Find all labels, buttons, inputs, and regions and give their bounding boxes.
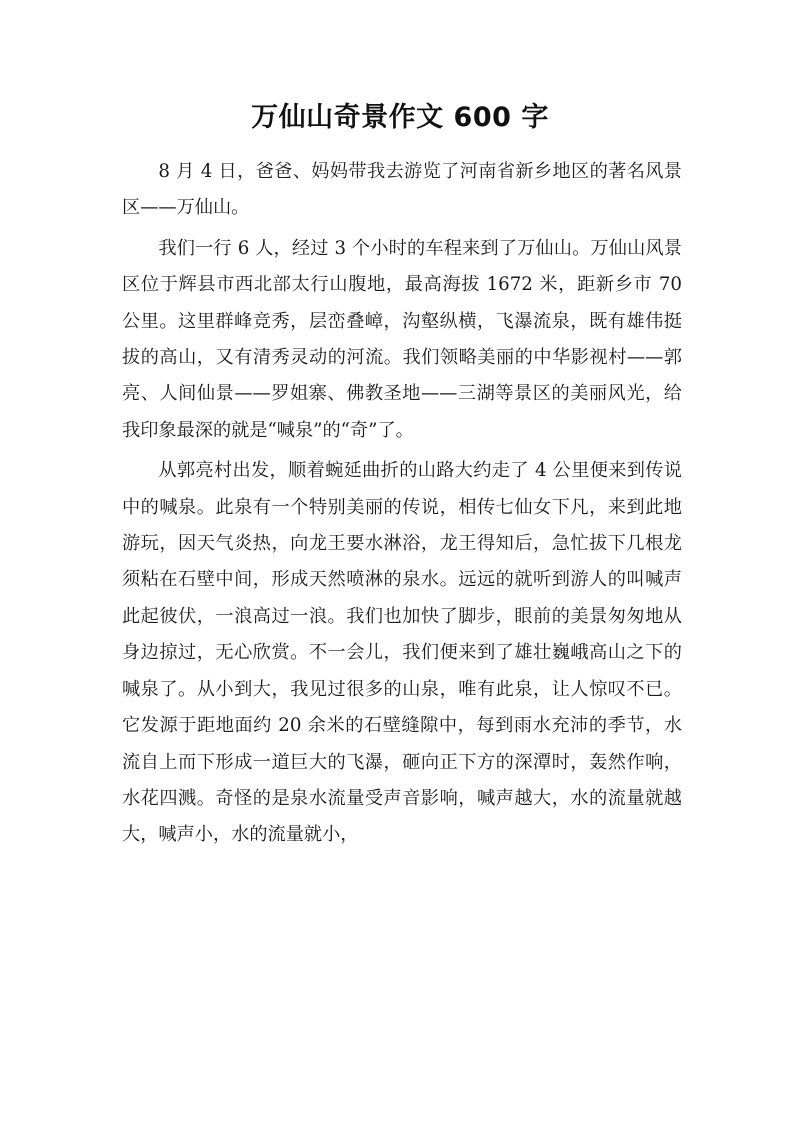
paragraph-2: 我们一行 6 人，经过 3 个小时的车程来到了万仙山。万仙山风景区位于辉县市西北部太行山腹地，最高海拔 1672 米，距新乡市 70 公里。这里群峰竞秀，层峦叠嶂，沟壑纵横，飞瀑流泉，既有雄伟挺拔的高山，又有清秀灵动的河流。我们领略美丽的中华影视村——郭亮、人间仙景——罗姐寨、佛教圣地——三湖等景区的美丽风光，给我印象最深的就是“喊泉”的“奇”了。: [122, 237, 682, 441]
document-title: 万仙山奇景作文 600 字: [251, 102, 549, 133]
document-body: [122, 154, 682, 858]
paragraph-1: 8 月 4 日，爸爸、妈妈带我去游览了河南省新乡地区的著名风景区——万仙山。: [122, 161, 682, 219]
paragraph-3: 从郭亮村出发，顺着蜿延曲折的山路大约走了 4 公里便来到传说中的喊泉。此泉有一个特别美丽的传说，相传七仙女下凡，来到此地游玩，因天气炎热，向龙王要水淋浴，龙王得知后，急忙拔下几根龙须粘在石壁中间，形成天然喷淋的泉水。远远的就听到游人的叫喊声此起彼伏，一浪高过一浪。我们也加快了脚步，眼前的美景匆匆地从身边掠过，无心欣赏。不一会儿，我们便来到了雄壮巍峨高山之下的喊泉了。从小到大，我见过很多的山泉，唯有此泉，让人惊叹不已。它发源于距地面约 20 余米的石壁缝隙中，每到雨水充沛的季节，水流自上而下形成一道巨大的飞瀑，砸向正下方的深潭时，轰然作响，水花四溅。奇怪的是泉水流量受声音影响，喊声越大，水的流量就越大，喊声小，水的流量就小，: [122, 460, 682, 846]
